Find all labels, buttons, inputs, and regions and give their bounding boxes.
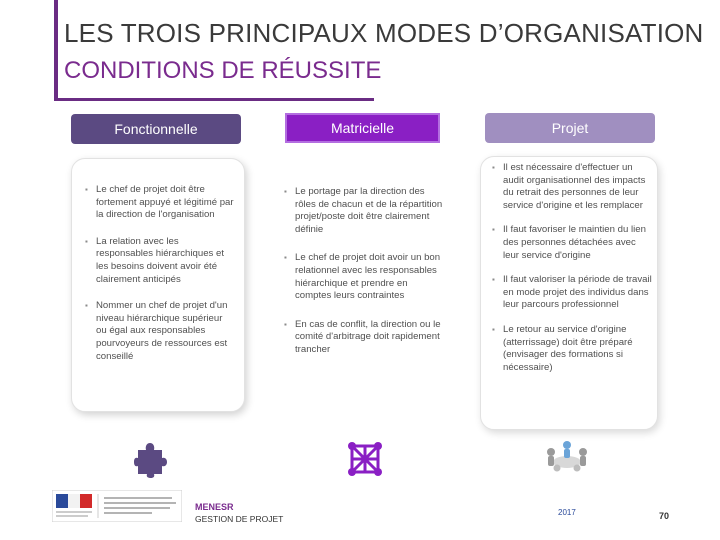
list-item: ▪ Le chef de projet doit avoir un bon relationnel avec les responsables hiérarchique et prendre en comptes leurs contraintes — [284, 252, 444, 302]
list-matricielle — [284, 186, 444, 357]
footer-org: MENESR — [195, 502, 234, 512]
footer-year: 2017 — [558, 508, 576, 517]
header-fonctionnelle: Fonctionnelle — [71, 114, 241, 144]
list-item: ▪ Il est nécessaire d'effectuer un audit organisationnel des impacts du retrait des personnes de leur service d'origine et les remplacer — [492, 162, 652, 212]
team-meeting-icon — [543, 438, 591, 476]
list-fonctionnelle — [85, 184, 235, 363]
list-projet — [492, 162, 652, 374]
list-item: ▪ La relation avec les responsables hiérarchiques et les besoins doivent avoir été clairement anticipés — [85, 236, 235, 286]
title-frame-bottom — [54, 98, 374, 101]
page-title: LES TROIS PRINCIPAUX MODES D’ORGANISATION — [64, 18, 704, 48]
matrix-network-icon — [347, 441, 383, 477]
list-item: ▪ Le retour au service d'origine (atterrissage) doit être préparé (envisager des formations si nécessaire) — [492, 324, 652, 374]
ministry-logo — [52, 490, 182, 522]
list-item: ▪ Nommer un chef de projet d'un niveau hiérarchique supérieur ou égal aux responsables pourvoyeurs de ressources est conseillé — [85, 300, 235, 363]
puzzle-piece-icon — [134, 440, 168, 478]
page-subtitle: CONDITIONS DE RÉUSSITE — [64, 57, 382, 84]
title-frame-left — [54, 0, 58, 100]
page-number: 70 — [659, 511, 670, 521]
header-matricielle: Matricielle — [285, 113, 440, 143]
list-item: ▪ Il faut valoriser la période de travail en mode projet des individus dans leur parcours professionnel — [492, 274, 652, 312]
footer-subtitle: GESTION DE PROJET — [195, 514, 284, 524]
list-item: ▪ En cas de conflit, la direction ou le comité d'arbitrage doit rapidement trancher — [284, 319, 444, 357]
header-projet: Projet — [485, 113, 655, 143]
list-item: ▪ Le portage par la direction des rôles de chacun et de la répartition projet/poste doit être clairement définie — [284, 186, 444, 236]
list-item: ▪ Le chef de projet doit être fortement appuyé et légitimé par la direction de l'organisation — [85, 184, 235, 222]
list-item: ▪ Il faut favoriser le maintien du lien des personnes détachées avec leur service d'origine — [492, 224, 652, 262]
